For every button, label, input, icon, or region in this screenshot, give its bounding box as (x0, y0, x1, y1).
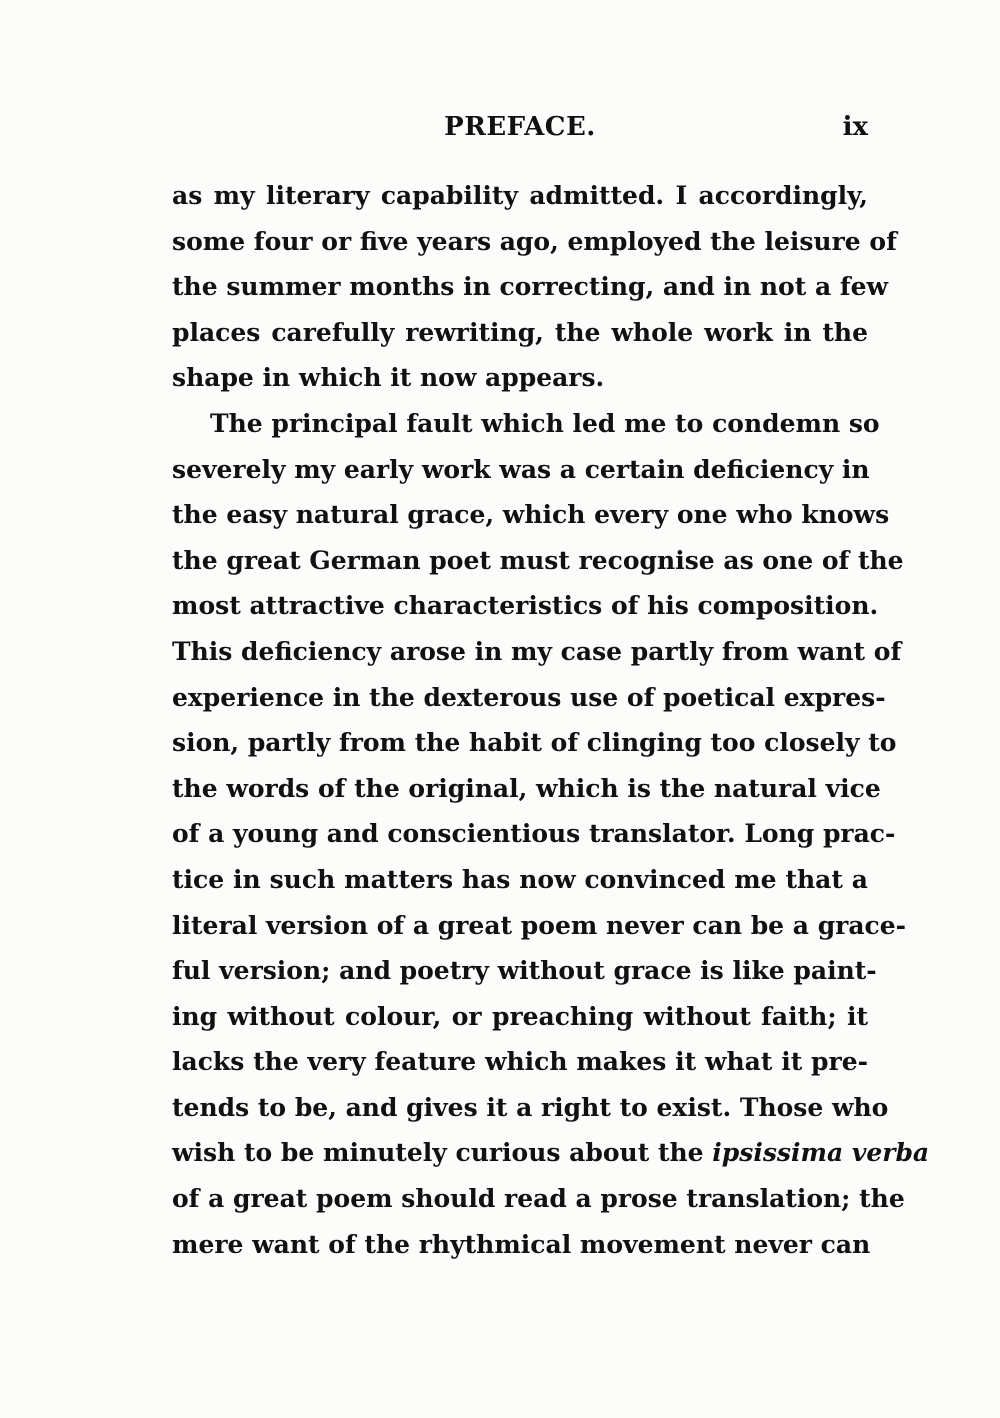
text-line: tends to be, and gives it a right to exist. Those who (172, 1092, 889, 1122)
text-line: ful version; and poetry without grace is like paint- (172, 956, 877, 986)
text-line: some four or five years ago, employed the leisure of (172, 226, 897, 256)
text-line (172, 1130, 930, 1176)
text-line: lacks the very feature which makes it what it pre- (172, 1047, 868, 1077)
text-line: the summer months in correcting, and in not a few (172, 272, 889, 302)
text-line: places carefully rewriting, the whole work in the (172, 317, 868, 347)
italic-phrase: ipsissima verba (712, 1138, 930, 1168)
page-number: ix (842, 112, 868, 142)
body-text (172, 173, 930, 1267)
text-line: of a young and conscientious translator. Long prac- (172, 819, 896, 849)
running-head (172, 112, 868, 152)
text-line: shape in which it now appears. (172, 363, 605, 393)
text-line: This deficiency arose in my case partly from want of (172, 636, 902, 666)
text-line: mere want of the rhythmical movement never can (172, 1229, 871, 1259)
running-title: PREFACE. (444, 112, 596, 142)
text-line: ing without colour, or preaching without faith; it (172, 1001, 868, 1031)
text-line: tice in such matters has now convinced me that a (172, 864, 868, 894)
text-line: the easy natural grace, which every one who knows (172, 500, 890, 530)
text-segment: wish to be minutely curious about the (172, 1138, 713, 1168)
text-line: of a great poem should read a prose translation; the (172, 1184, 905, 1214)
text-line: the great German poet must recognise as one of the (172, 545, 904, 575)
text-line: sion, partly from the habit of clinging too closely to (172, 728, 897, 758)
text-line: experience in the dexterous use of poetical expres- (172, 682, 886, 712)
text-line: as my literary capability admitted. I accordingly, (172, 181, 868, 210)
paragraph-first-line: The principal fault which led me to condemn so (210, 408, 880, 438)
text-line: most attractive characteristics of his composition. (172, 591, 879, 621)
text-line: severely my early work was a certain deficiency in (172, 454, 870, 484)
text-line: literal version of a great poem never can be a grace- (172, 910, 907, 940)
text-line: the words of the original, which is the natural vice (172, 773, 881, 803)
